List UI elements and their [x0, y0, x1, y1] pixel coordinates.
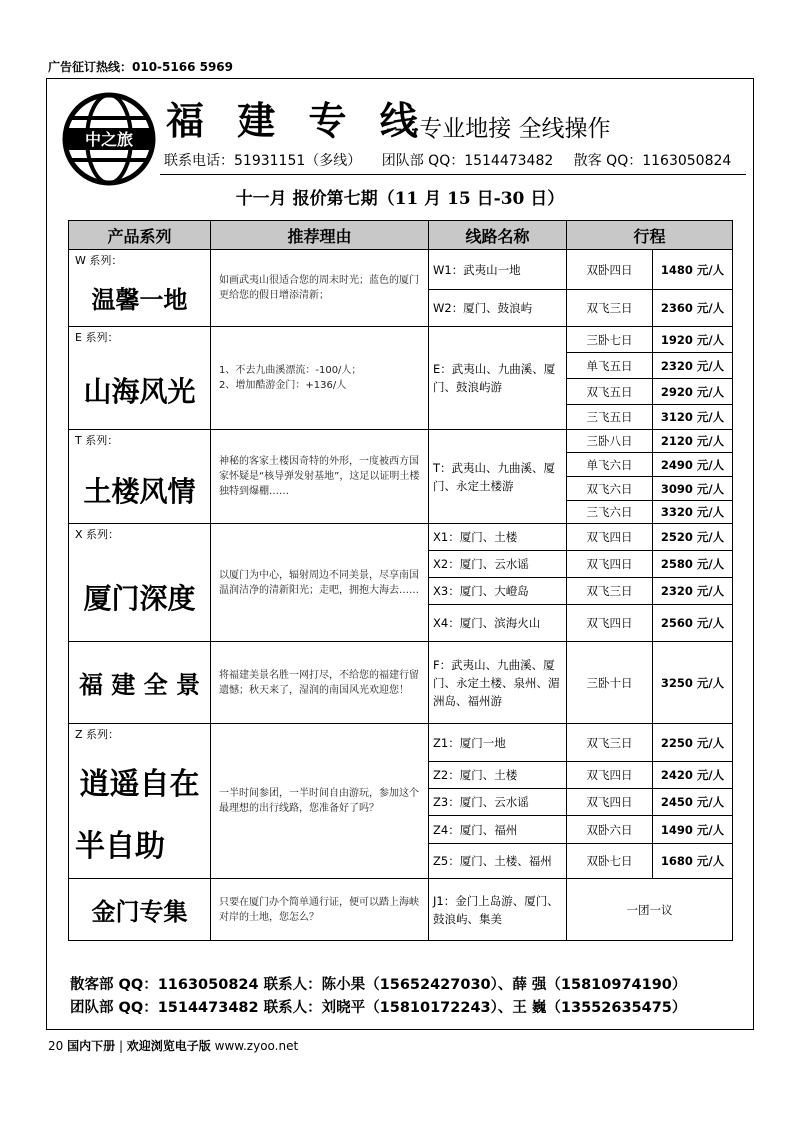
- trip-type: 双卧四日: [567, 250, 653, 290]
- ad-hotline: 广告征订热线：010-5166 5969: [48, 60, 234, 74]
- route-name: X4：厦门、滨海火山: [429, 605, 567, 642]
- table-row: [69, 642, 733, 724]
- table-row: [69, 250, 733, 290]
- trip-type: 双卧七日: [567, 844, 653, 879]
- reason-text: 一半时间参团，一半时间自由游玩，参加这个最理想的出行线路，您准备好了吗？: [211, 724, 429, 879]
- route-name: F：武夷山、九曲溪、厦门、永定土楼、泉州、湄洲岛、福州游: [429, 642, 567, 724]
- issue-title: 十一月 报价第七期（11 月 15 日-30 日）: [235, 189, 565, 209]
- contact-phone: 联系电话：51931151（多线）: [164, 153, 362, 169]
- trip-type: 双飞三日: [567, 724, 653, 762]
- trip-type: 双飞四日: [567, 551, 653, 578]
- header-itinerary: 行程: [567, 221, 733, 250]
- trip-price: 1920 元/人: [653, 327, 733, 353]
- series-name: 金门专集: [91, 897, 188, 926]
- trip-type: 双飞四日: [567, 762, 653, 789]
- brand-slogan: ----专业地接 全线操作: [386, 116, 611, 142]
- series-name: 福 建 全 景: [78, 670, 201, 699]
- header-reason: 推荐理由: [211, 221, 429, 250]
- series-name: 土楼风情: [83, 474, 196, 508]
- trip-price: 3320 元/人: [653, 501, 733, 524]
- footer-contact-guest: 散客部 QQ：1163050824 联系人：陈小果（15652427030）、薛 强（15810974190）: [70, 977, 687, 993]
- trip-price: 2580 元/人: [653, 551, 733, 578]
- trip-type: 三飞五日: [567, 405, 653, 430]
- trip-type: 双飞三日: [567, 290, 653, 327]
- trip-price: 2920 元/人: [653, 379, 733, 405]
- contact-team-qq: 团队部 QQ：1514473482: [381, 153, 554, 169]
- trip-type: 双卧六日: [567, 816, 653, 844]
- series-cell-z: [69, 724, 211, 879]
- table-row: [69, 724, 733, 762]
- trip-price: 1480 元/人: [653, 250, 733, 290]
- route-name: Z2：厦门、土楼: [429, 762, 567, 789]
- table-row: [69, 524, 733, 551]
- trip-price: 2520 元/人: [653, 524, 733, 551]
- route-name: J1：金门上岛游、厦门、鼓浪屿、集美: [429, 879, 567, 941]
- route-name: Z5：厦门、土楼、福州: [429, 844, 567, 879]
- route-name: W2：厦门、鼓浪屿: [429, 290, 567, 327]
- divider: [160, 174, 746, 175]
- series-name: 山海风光: [83, 375, 196, 408]
- reason-text: 只要在厦门办个简单通行证，便可以踏上海峡对岸的土地，您怎么？: [211, 879, 429, 941]
- footer-contact-team: 团队部 QQ：1514473482 联系人：刘晓平（15810172243）、王 巍（13552635475）: [70, 1000, 687, 1016]
- trip-price: 2560 元/人: [653, 605, 733, 642]
- trip-price: 3120 元/人: [653, 405, 733, 430]
- table-row: [69, 430, 733, 453]
- trip-type: 三飞六日: [567, 501, 653, 524]
- trip-type: 双飞四日: [567, 789, 653, 816]
- footer-url[interactable]: www.zyoo.net: [214, 1039, 299, 1053]
- reason-text: 将福建美景名胜一网打尽，不给您的福建行留遗憾；秋天来了，湿润的南国风光欢迎您！: [211, 642, 429, 724]
- series-cell-w: [69, 250, 211, 327]
- section-name: 国内下册: [67, 1039, 116, 1053]
- reason-text: 如画武夷山很适合您的周末时光；蓝色的厦门更给您的假日增添清新；: [211, 250, 429, 327]
- contact-line: [164, 150, 747, 170]
- brand-title: 福 建 专 线: [166, 98, 428, 143]
- series-name-sub: 半自助: [75, 829, 165, 864]
- trip-price: 2420 元/人: [653, 762, 733, 789]
- trip-price: 2360 元/人: [653, 290, 733, 327]
- route-name: E：武夷山、九曲溪、厦门、鼓浪屿游: [429, 327, 567, 430]
- series-cell-f: [69, 642, 211, 724]
- route-name: X3：厦门、大嶝岛: [429, 578, 567, 605]
- trip-price: 2120 元/人: [653, 430, 733, 453]
- trip-type: 单飞五日: [567, 353, 653, 379]
- series-label: E 系列：: [75, 331, 119, 344]
- header-series: 产品系列: [69, 221, 211, 250]
- route-name: Z4：厦门、福州: [429, 816, 567, 844]
- contact-guest-qq: 散客 QQ：1163050824: [573, 153, 732, 169]
- table-row: [69, 879, 733, 941]
- trip-price: 2250 元/人: [653, 724, 733, 762]
- trip-type: 单飞六日: [567, 453, 653, 477]
- page-number: 20: [48, 1039, 64, 1053]
- trip-type: 双飞四日: [567, 524, 653, 551]
- trip-price: 2320 元/人: [653, 578, 733, 605]
- svg-text:中之旅: 中之旅: [84, 130, 134, 149]
- trip-price: 2490 元/人: [653, 453, 733, 477]
- route-name: X1：厦门、土楼: [429, 524, 567, 551]
- trip-type: 双飞三日: [567, 578, 653, 605]
- trip-price: 3090 元/人: [653, 477, 733, 501]
- series-cell-t: [69, 430, 211, 524]
- route-name: W1：武夷山一地: [429, 250, 567, 290]
- series-cell-j: [69, 879, 211, 941]
- series-name: 厦门深度: [83, 581, 196, 615]
- header-route: 线路名称: [429, 221, 567, 250]
- route-name: T：武夷山、九曲溪、厦门、永定土楼游: [429, 430, 567, 524]
- price-table: [68, 220, 733, 941]
- table-row: [69, 327, 733, 353]
- series-label: Z 系列：: [75, 728, 120, 741]
- footer-tagline: 欢迎浏览电子版: [126, 1039, 211, 1053]
- route-name: X2：厦门、云水谣: [429, 551, 567, 578]
- trip-type: 双飞五日: [567, 379, 653, 405]
- trip-type: 三卧十日: [567, 642, 653, 724]
- reason-text: 以厦门为中心，辐射周边不同美景，尽享南国温润洁净的清新阳光；走吧，拥抱大海去……: [211, 524, 429, 642]
- trip-price: 3250 元/人: [653, 642, 733, 724]
- trip-type: 双飞四日: [567, 605, 653, 642]
- reason-text: 神秘的客家土楼因奇特的外形，一度被西方国家怀疑是“核导弹发射基地”，这足以证明土楼独特到爆棚……: [211, 430, 429, 524]
- table-header-row: [69, 221, 733, 250]
- page-footer: 20 国内下册 | 欢迎浏览电子版 www.zyoo.net: [48, 1039, 299, 1053]
- trip-type: 三卧八日: [567, 430, 653, 453]
- trip-negotiable: 一团一议: [567, 879, 733, 941]
- trip-price: 1680 元/人: [653, 844, 733, 879]
- trip-type: 三卧七日: [567, 327, 653, 353]
- series-cell-e: [69, 327, 211, 430]
- globe-logo-icon: [62, 92, 156, 186]
- reason-text: 1、不去九曲溪漂流：-100/人； 2、增加酷游金门：+136/人: [211, 327, 429, 430]
- route-name: Z1：厦门一地: [429, 724, 567, 762]
- series-label: W 系列：: [75, 254, 123, 267]
- trip-price: 1490 元/人: [653, 816, 733, 844]
- series-name: 温馨一地: [91, 284, 188, 314]
- route-name: Z3：厦门、云水谣: [429, 789, 567, 816]
- series-label: T 系列：: [75, 434, 119, 447]
- trip-type: 双飞六日: [567, 477, 653, 501]
- series-label: X 系列：: [75, 528, 120, 541]
- trip-price: 2450 元/人: [653, 789, 733, 816]
- series-name: 逍遥自在: [79, 767, 200, 802]
- series-cell-x: [69, 524, 211, 642]
- trip-price: 2320 元/人: [653, 353, 733, 379]
